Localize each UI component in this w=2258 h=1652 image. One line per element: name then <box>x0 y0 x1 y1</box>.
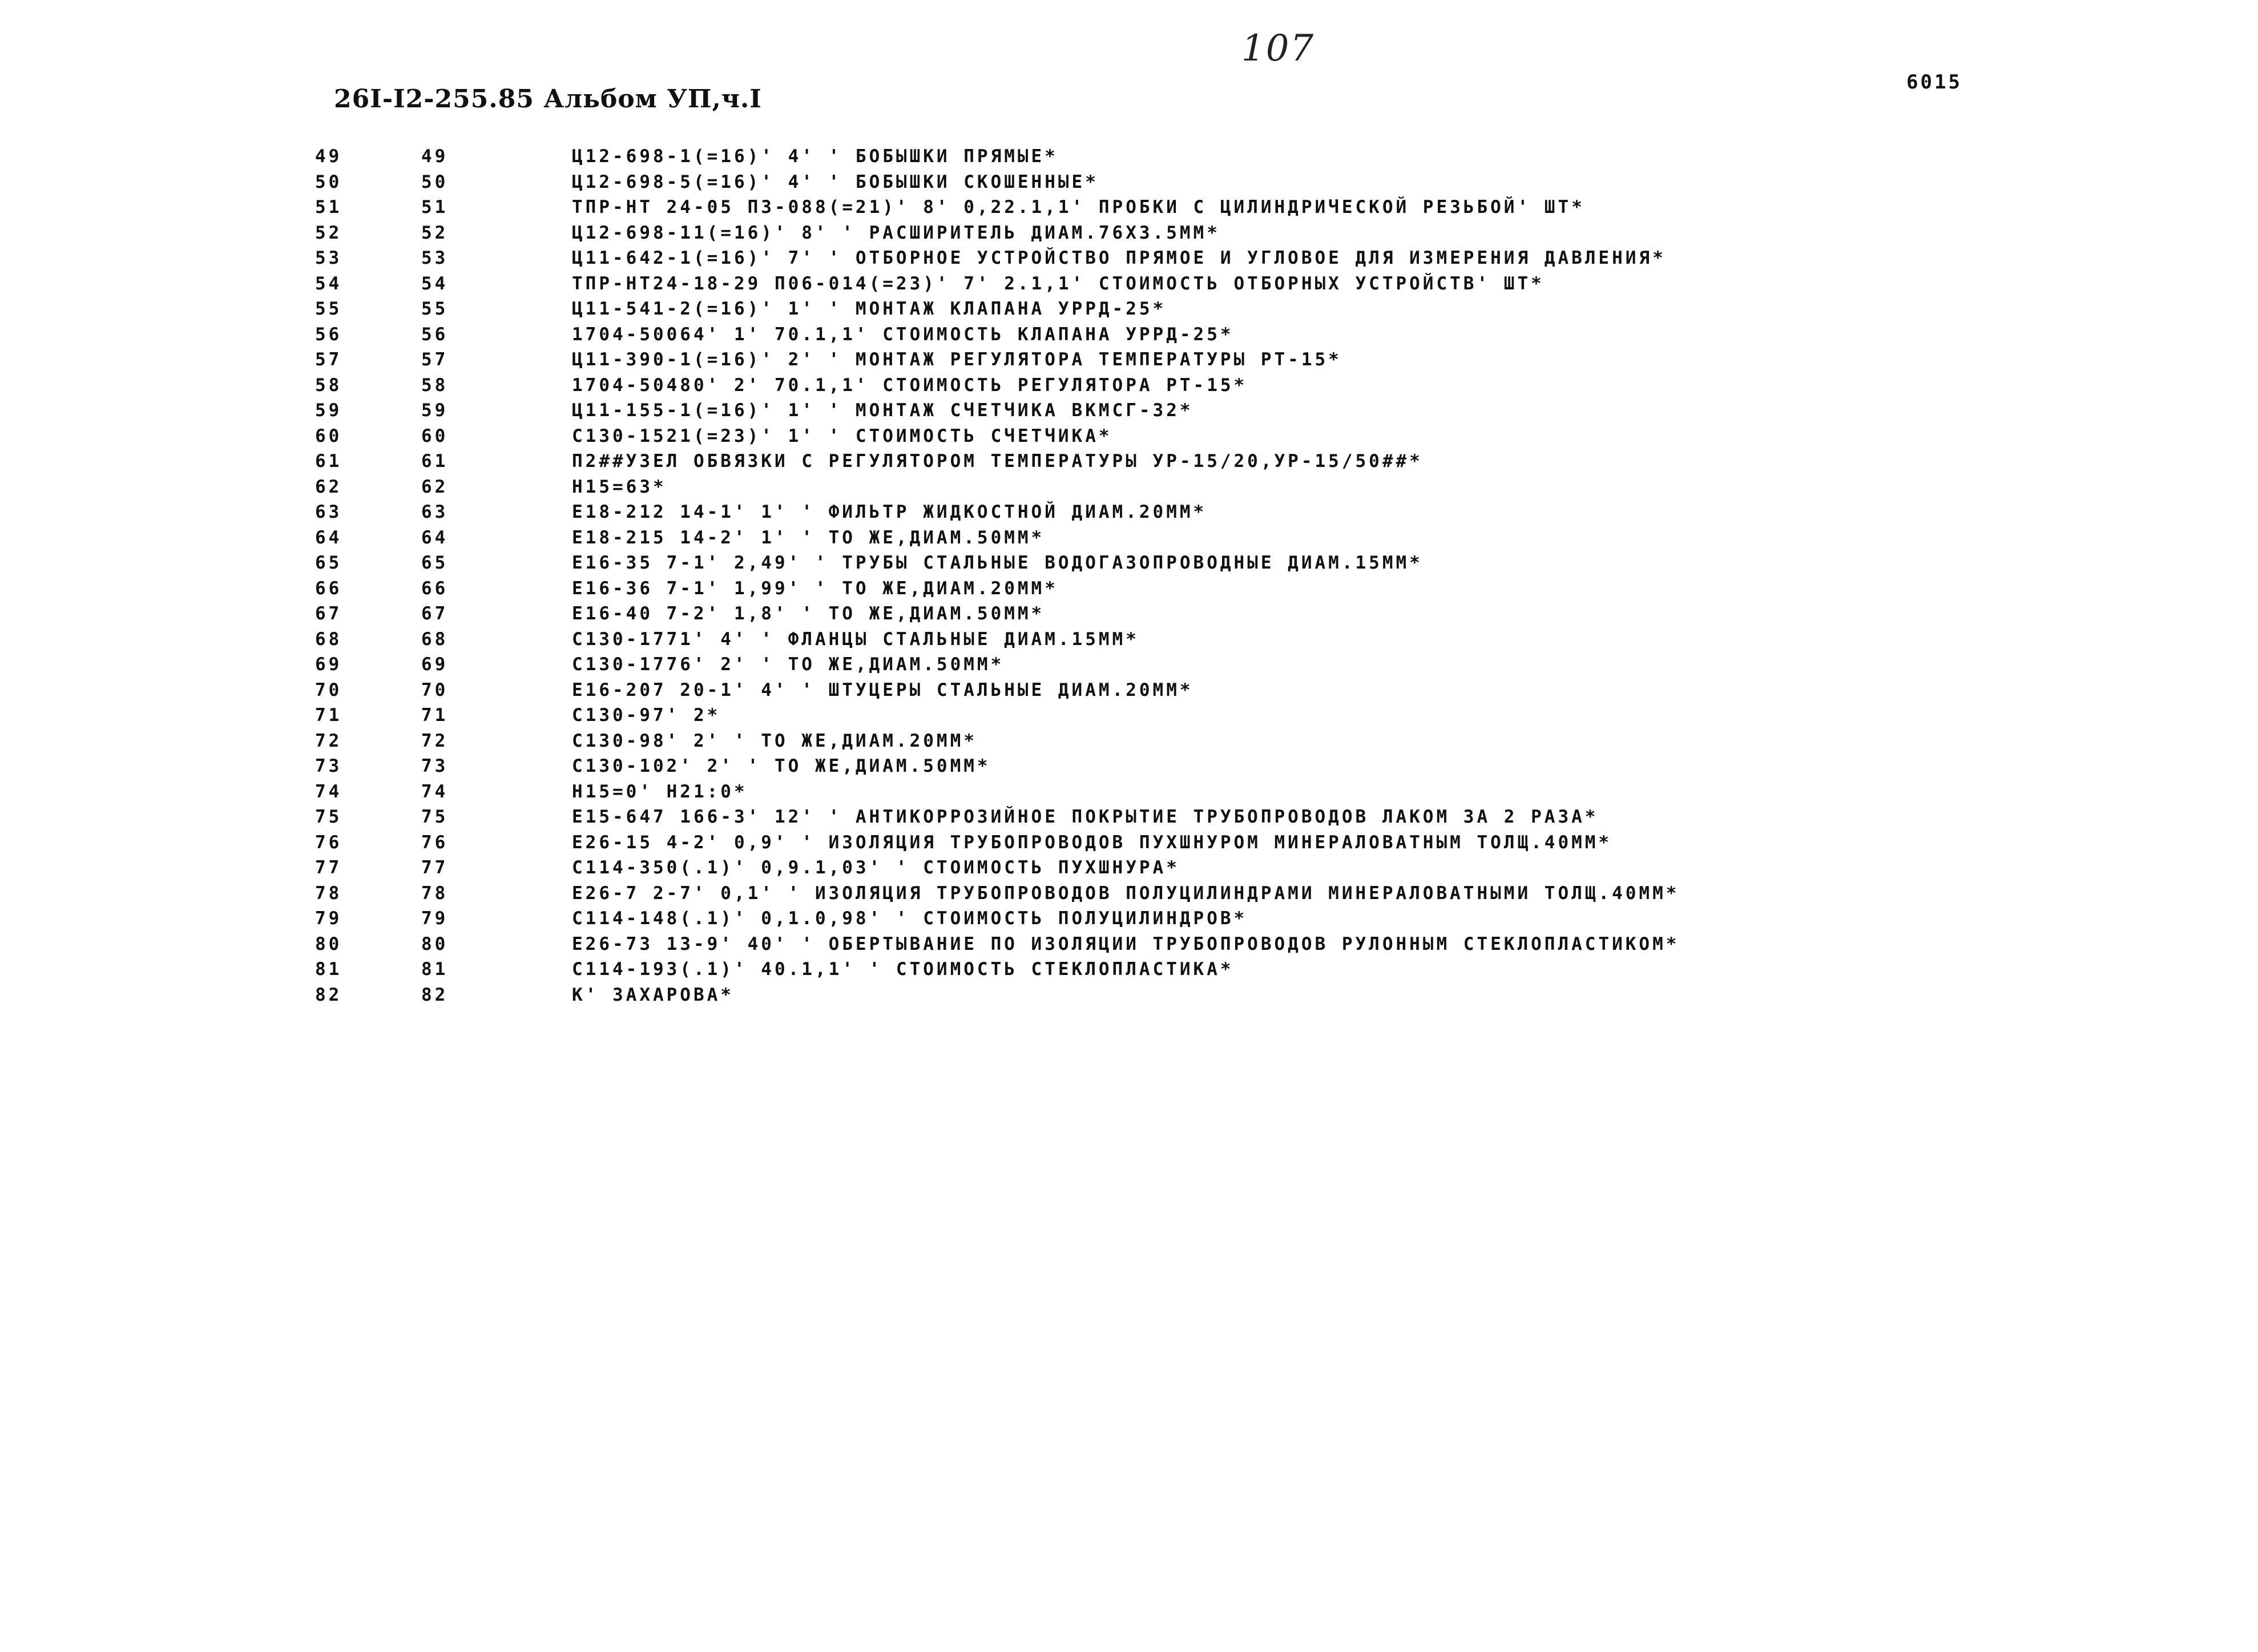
line-number: 72 <box>315 730 342 751</box>
record-text: Ц11-390-1(=16)' 2' ' МОНТАЖ РЕГУЛЯТОРА ТЕМПЕРАТУРЫ РТ-15* <box>572 349 1342 370</box>
list-item <box>0 932 2258 957</box>
line-number: 68 <box>315 628 342 650</box>
record-number: 63 <box>421 502 449 522</box>
list-item <box>0 881 2258 906</box>
line-number: 53 <box>315 248 342 268</box>
record-text: С114-148(.1)' 0,1.0,98' ' СТОИМОСТЬ ПОЛУЦИЛИНДРОВ* <box>572 908 1248 929</box>
line-number: 63 <box>315 502 342 522</box>
line-number: 56 <box>315 324 342 345</box>
record-number: 51 <box>421 197 449 217</box>
list-item <box>0 957 2258 982</box>
record-number: 78 <box>421 883 449 904</box>
record-text: Ц11-642-1(=16)' 7' ' ОТБОРНОЕ УСТРОЙСТВО ПРЯМОЕ И УГЛОВОЕ ДЛЯ ИЗМЕРЕНИЯ ДАВЛЕНИЯ* <box>572 248 1666 268</box>
line-number: 54 <box>315 273 342 294</box>
list-item <box>0 220 2258 246</box>
line-number: 76 <box>315 832 342 853</box>
list-item <box>0 982 2258 1008</box>
record-number: 73 <box>421 756 449 776</box>
record-number: 79 <box>421 908 449 929</box>
list-item <box>0 804 2258 830</box>
record-number: 77 <box>421 857 449 878</box>
record-text: Е18-212 14-1' 1' ' ФИЛЬТР ЖИДКОСТНОЙ ДИАМ.20ММ* <box>572 502 1207 522</box>
line-number: 61 <box>315 451 342 472</box>
record-text: Е26-73 13-9' 40' ' ОБЕРТЫВАНИЕ ПО ИЗОЛЯЦИИ ТРУБОПРОВОДОВ РУЛОННЫМ СТЕКЛОПЛАСТИКОМ* <box>572 933 1680 954</box>
record-text: С130-1771' 4' ' ФЛАНЦЫ СТАЛЬНЫЕ ДИАМ.15ММ* <box>572 628 1139 650</box>
list-item <box>0 703 2258 728</box>
record-number: 59 <box>421 400 449 421</box>
record-text: П2##УЗЕЛ ОБВЯЗКИ С РЕГУЛЯТОРОМ ТЕМПЕРАТУРЫ УР-15/20,УР-15/50##* <box>572 451 1423 472</box>
line-number: 73 <box>315 756 342 776</box>
line-number: 65 <box>315 553 342 573</box>
record-text: Е16-35 7-1' 2,49' ' ТРУБЫ СТАЛЬНЫЕ ВОДОГАЗОПРОВОДНЫЕ ДИАМ.15ММ* <box>572 553 1423 573</box>
record-number: 71 <box>421 705 449 726</box>
line-number: 69 <box>315 654 342 675</box>
record-number: 80 <box>421 933 449 954</box>
line-number: 58 <box>315 374 342 396</box>
page-title: 26I-I2-255.85 Альбом УП,ч.I <box>334 84 762 114</box>
line-number: 70 <box>315 679 342 700</box>
list-item <box>0 728 2258 754</box>
list-item <box>0 271 2258 297</box>
page-number: 107 <box>1241 27 1315 70</box>
list-item <box>0 576 2258 602</box>
record-text: Ц11-541-2(=16)' 1' ' МОНТАЖ КЛАПАНА УРРД-25* <box>572 299 1167 319</box>
list-item <box>0 499 2258 525</box>
record-text: С130-97' 2* <box>572 705 721 726</box>
record-text: Ц12-698-11(=16)' 8' ' РАСШИРИТЕЛЬ ДИАМ.76Х3.5ММ* <box>572 222 1220 243</box>
record-number: 57 <box>421 349 449 370</box>
line-number: 57 <box>315 349 342 370</box>
line-number: 49 <box>315 146 342 167</box>
list-item <box>0 398 2258 424</box>
line-number: 55 <box>315 299 342 319</box>
line-number: 59 <box>315 400 342 421</box>
list-item <box>0 424 2258 449</box>
line-number: 52 <box>315 222 342 243</box>
record-text: Ц12-698-5(=16)' 4' ' БОБЫШКИ СКОШЕННЫЕ* <box>572 171 1099 192</box>
list-item <box>0 652 2258 678</box>
line-number: 66 <box>315 578 342 599</box>
record-number: 70 <box>421 679 449 700</box>
line-number: 62 <box>315 476 342 497</box>
list-item <box>0 322 2258 348</box>
record-text: С114-193(.1)' 40.1,1' ' СТОИМОСТЬ СТЕКЛОПЛАСТИКА* <box>572 959 1234 980</box>
line-number: 74 <box>315 781 342 802</box>
record-number: 64 <box>421 527 449 548</box>
line-number: 80 <box>315 933 342 954</box>
list-item <box>0 906 2258 932</box>
record-number: 55 <box>421 299 449 319</box>
list-item <box>0 525 2258 551</box>
record-text: К' ЗАХАРОВА* <box>572 984 734 1005</box>
record-text: 1704-50480' 2' 70.1,1' СТОИМОСТЬ РЕГУЛЯТОРА РТ-15* <box>572 374 1248 396</box>
record-number: 66 <box>421 578 449 599</box>
list-item <box>0 144 2258 170</box>
line-number: 78 <box>315 883 342 904</box>
list-item <box>0 296 2258 322</box>
listing <box>0 144 2258 1008</box>
record-text: ТПР-НТ 24-05 ПЗ-088(=21)' 8' 0,22.1,1' ПРОБКИ С ЦИЛИНДРИЧЕСКОЙ РЕЗЬБОЙ' ШТ* <box>572 197 1585 217</box>
record-text: Н15=0' Н21:0* <box>572 781 748 802</box>
list-item <box>0 627 2258 652</box>
record-number: 72 <box>421 730 449 751</box>
record-number: 49 <box>421 146 449 167</box>
line-number: 51 <box>315 197 342 217</box>
record-number: 53 <box>421 248 449 268</box>
line-number: 79 <box>315 908 342 929</box>
record-number: 75 <box>421 807 449 827</box>
record-text: ТПР-НТ24-18-29 П06-014(=23)' 7' 2.1,1' СТОИМОСТЬ ОТБОРНЫХ УСТРОЙСТВ' ШТ* <box>572 273 1545 294</box>
list-item <box>0 550 2258 576</box>
line-number: 60 <box>315 425 342 446</box>
list-item <box>0 601 2258 627</box>
record-text: Н15=63* <box>572 476 667 497</box>
line-number: 77 <box>315 857 342 878</box>
record-number: 50 <box>421 171 449 192</box>
list-item <box>0 754 2258 779</box>
record-number: 60 <box>421 425 449 446</box>
record-number: 56 <box>421 324 449 345</box>
list-item <box>0 195 2258 220</box>
record-text: Е16-207 20-1' 4' ' ШТУЦЕРЫ СТАЛЬНЫЕ ДИАМ.20ММ* <box>572 679 1193 700</box>
record-number: 52 <box>421 222 449 243</box>
record-number: 54 <box>421 273 449 294</box>
record-number: 74 <box>421 781 449 802</box>
list-item <box>0 855 2258 881</box>
record-text: Е16-36 7-1' 1,99' ' ТО ЖЕ,ДИАМ.20ММ* <box>572 578 1058 599</box>
record-number: 81 <box>421 959 449 980</box>
list-item <box>0 779 2258 805</box>
list-item <box>0 678 2258 703</box>
record-text: Е15-647 166-3' 12' ' АНТИКОРРОЗИЙНОЕ ПОКРЫТИЕ ТРУБОПРОВОДОВ ЛАКОМ ЗА 2 РАЗА* <box>572 807 1599 827</box>
line-number: 82 <box>315 984 342 1005</box>
record-number: 76 <box>421 832 449 853</box>
record-number: 65 <box>421 553 449 573</box>
record-text: С130-1521(=23)' 1' ' СТОИМОСТЬ СЧЕТЧИКА* <box>572 425 1112 446</box>
record-text: С114-350(.1)' 0,9.1,03' ' СТОИМОСТЬ ПУХШНУРА* <box>572 857 1180 878</box>
line-number: 67 <box>315 603 342 624</box>
list-item <box>0 830 2258 856</box>
record-text: С130-1776' 2' ' ТО ЖЕ,ДИАМ.50ММ* <box>572 654 1005 675</box>
line-number: 75 <box>315 807 342 827</box>
record-number: 67 <box>421 603 449 624</box>
line-number: 64 <box>315 527 342 548</box>
document-code: 6015 <box>1906 71 1962 94</box>
record-number: 68 <box>421 628 449 650</box>
record-text: Ц12-698-1(=16)' 4' ' БОБЫШКИ ПРЯМЫЕ* <box>572 146 1058 167</box>
record-number: 58 <box>421 374 449 396</box>
record-text: 1704-50064' 1' 70.1,1' СТОИМОСТЬ КЛАПАНА УРРД-25* <box>572 324 1234 345</box>
record-text: Ц11-155-1(=16)' 1' ' МОНТАЖ СЧЕТЧИКА ВКМСГ-32* <box>572 400 1193 421</box>
record-text: Е16-40 7-2' 1,8' ' ТО ЖЕ,ДИАМ.50ММ* <box>572 603 1045 624</box>
record-number: 82 <box>421 984 449 1005</box>
record-text: Е26-15 4-2' 0,9' ' ИЗОЛЯЦИЯ ТРУБОПРОВОДОВ ПУХШНУРОМ МИНЕРАЛОВАТНЫМ ТОЛЩ.40ММ* <box>572 832 1612 853</box>
list-item <box>0 245 2258 271</box>
line-number: 50 <box>315 171 342 192</box>
record-text: Е26-7 2-7' 0,1' ' ИЗОЛЯЦИЯ ТРУБОПРОВОДОВ ПОЛУЦИЛИНДРАМИ МИНЕРАЛОВАТНЫМИ ТОЛЩ.40ММ* <box>572 883 1680 904</box>
record-text: Е18-215 14-2' 1' ' ТО ЖЕ,ДИАМ.50ММ* <box>572 527 1045 548</box>
record-number: 69 <box>421 654 449 675</box>
list-item <box>0 347 2258 373</box>
line-number: 71 <box>315 705 342 726</box>
record-number: 61 <box>421 451 449 472</box>
list-item <box>0 373 2258 398</box>
record-text: С130-102' 2' ' ТО ЖЕ,ДИАМ.50ММ* <box>572 756 991 776</box>
record-number: 62 <box>421 476 449 497</box>
record-text: С130-98' 2' ' ТО ЖЕ,ДИАМ.20ММ* <box>572 730 977 751</box>
list-item <box>0 474 2258 500</box>
list-item <box>0 449 2258 474</box>
list-item <box>0 170 2258 195</box>
line-number: 81 <box>315 959 342 980</box>
